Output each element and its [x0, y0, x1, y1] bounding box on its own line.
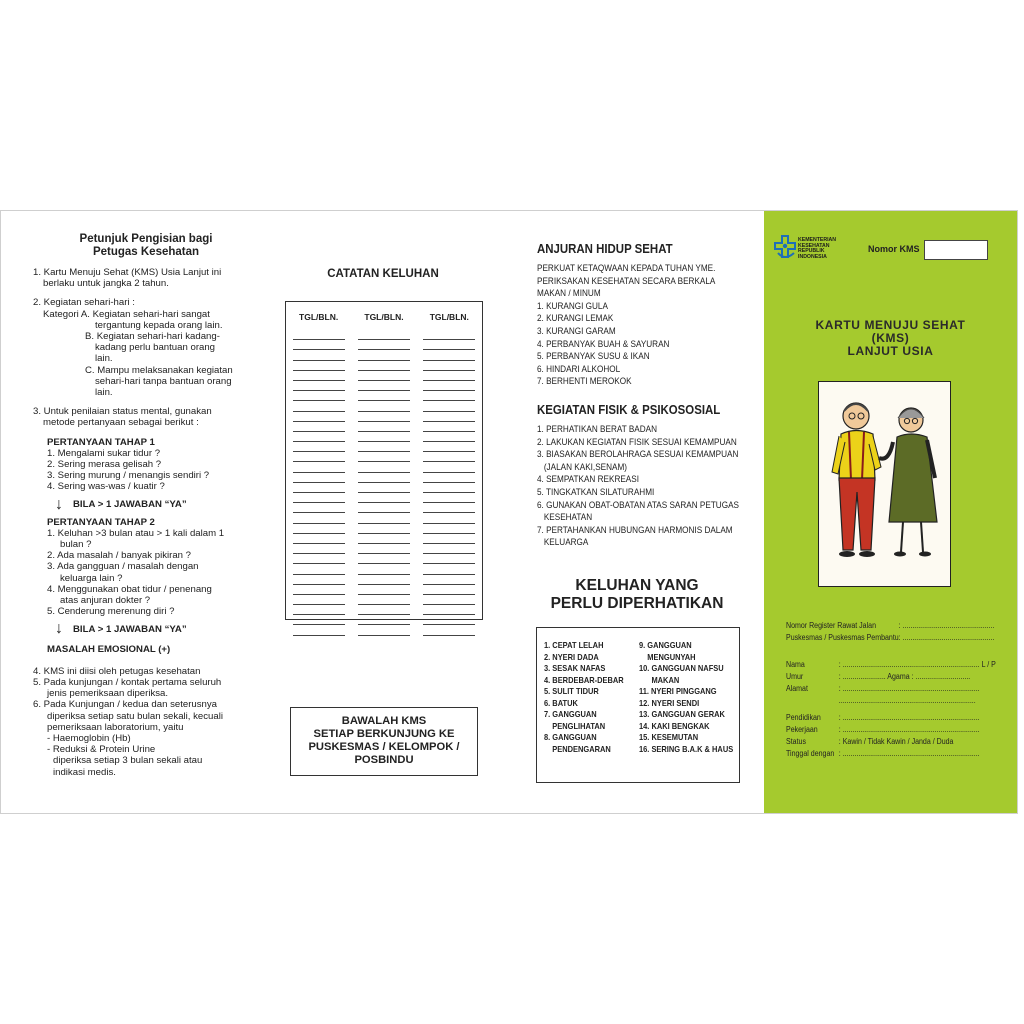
tgl-write-line[interactable]: [423, 615, 475, 625]
tgl-write-line[interactable]: [293, 534, 345, 544]
petunjuk-panel: [27, 233, 257, 778]
list-item: 5. SULIT TIDUR: [544, 686, 599, 696]
catatan-keluhan-title: CATATAN KELUHAN: [327, 268, 439, 280]
list-item: 2. KURANGI LEMAK: [537, 313, 614, 324]
tgl-write-line[interactable]: [423, 585, 475, 595]
tgl-write-line[interactable]: [293, 371, 345, 381]
tgl-column-1: TGL/BLN.: [293, 312, 345, 636]
tgl-write-line[interactable]: [358, 585, 410, 595]
tgl-write-line[interactable]: [423, 391, 475, 401]
list-item: MAKAN: [639, 674, 680, 685]
tgl-write-line[interactable]: [293, 615, 345, 625]
tgl-write-line[interactable]: [423, 462, 475, 472]
tgl-write-line[interactable]: [423, 412, 475, 422]
tgl-write-line[interactable]: [423, 513, 475, 523]
tgl-write-line[interactable]: [358, 422, 410, 432]
list-item: 15. KESEMUTAN: [639, 732, 699, 742]
tgl-write-line[interactable]: [423, 564, 475, 574]
nomor-kms-field[interactable]: [924, 240, 988, 260]
tgl-write-line[interactable]: [358, 544, 410, 554]
tgl-write-line[interactable]: [293, 422, 345, 432]
tgl-write-line[interactable]: [423, 401, 475, 411]
tgl-write-line[interactable]: [358, 473, 410, 483]
tgl-write-line[interactable]: [358, 605, 410, 615]
tgl-write-line[interactable]: [293, 513, 345, 523]
tgl-write-line[interactable]: [293, 350, 345, 360]
tgl-write-line[interactable]: [293, 401, 345, 411]
tgl-write-line[interactable]: [423, 473, 475, 483]
tgl-write-line[interactable]: [423, 554, 475, 564]
tgl-write-line[interactable]: [358, 513, 410, 523]
petunjuk-title: Petunjuk Pengisian bagi Petugas Kesehatan: [79, 233, 213, 258]
list-item: PENGLIHATAN: [544, 720, 606, 731]
list-item: KESEHATAN: [537, 512, 593, 523]
petunjuk-item-3: 3. Untuk penilaian status mental, gunakan metode pertanyaan sebagai berikut :: [33, 406, 212, 429]
kemenkes-logo-icon: [774, 233, 798, 263]
list-item: 1. CEPAT LELAH: [544, 640, 604, 650]
tgl-write-line[interactable]: [293, 544, 345, 554]
form-row-status: Status : Kawin / Tidak Kawin / Janda / Duda: [786, 737, 954, 746]
form-row-nama: Nama : ...................................................................... L / P: [786, 660, 996, 669]
tgl-write-line[interactable]: [293, 391, 345, 401]
cover-panel: [764, 211, 1017, 813]
tgl-write-line[interactable]: [358, 534, 410, 544]
tgl-write-line[interactable]: [423, 340, 475, 350]
petunjuk-item-2: 2. Kegiatan sehari-hari : Kategori A. Kegiatan sehari-hari sangat tergantung kepada orang lain. B. Kegiatan sehari-hari kadang- kadang perlu bantuan orang lain. C. Mampu melaksanakan kegiatan sehari-hari tanpa bantuan orang lain.: [33, 297, 233, 399]
tgl-write-line[interactable]: [358, 371, 410, 381]
list-item: 2. NYERI DADA: [544, 651, 599, 662]
kms-title: KARTU MENUJU SEHAT (KMS) LANJUT USIA: [815, 318, 966, 358]
tgl-write-line[interactable]: [358, 503, 410, 513]
tgl-write-line[interactable]: [423, 483, 475, 493]
tgl-write-line[interactable]: [423, 524, 475, 534]
tgl-write-line[interactable]: [358, 401, 410, 411]
logo-text: KEMENTERIAN KESEHATAN REPUBLIK INDONESIA: [798, 237, 837, 260]
elderly-couple-illustration: [818, 381, 951, 587]
tgl-write-line[interactable]: [293, 493, 345, 503]
tgl-write-line[interactable]: [423, 350, 475, 360]
keluhan-title: KELUHAN YANG PERLU DIPERHATIKAN: [550, 577, 724, 612]
tgl-write-line[interactable]: [358, 452, 410, 462]
keluhan-box: [536, 627, 740, 783]
anjuran-title: ANJURAN HIDUP SEHAT: [537, 241, 673, 256]
list-item: 1. PERHATIKAN BERAT BADAN: [537, 423, 658, 434]
brochure-sheet: [0, 210, 1018, 814]
tgl-write-line[interactable]: [293, 483, 345, 493]
tgl-write-line[interactable]: [293, 432, 345, 442]
list-item: 6. BATUK: [544, 697, 578, 708]
list-item: 10. GANGGUAN NAFSU: [639, 663, 724, 673]
arrow-down-icon: ↓: [55, 620, 63, 638]
tgl-write-line[interactable]: [358, 462, 410, 472]
list-item: PERIKSAKAN KESEHATAN SECARA BERKALA: [537, 275, 716, 286]
tgl-write-line[interactable]: [358, 554, 410, 564]
list-item: PERKUAT KETAQWAAN KEPADA TUHAN YME.: [537, 263, 716, 273]
catatan-keluhan-table: [285, 301, 483, 620]
form-row-pekerjaan: Pekerjaan : ......................................................................: [786, 725, 980, 734]
tahap1-list: 1. Mengalami sukar tidur ? 2. Sering merasa gelisah ? 3. Sering murung / menangis sendiri ? 4. Sering was-was / kuatir ?: [47, 447, 210, 493]
tahap2-heading: PERTANYAAN TAHAP 2: [47, 516, 155, 528]
list-item: 5. TINGKATKAN SILATURAHMI: [537, 486, 655, 497]
fisik-list: [537, 423, 740, 549]
tgl-write-line[interactable]: [358, 575, 410, 585]
form-row-alamat: Alamat : ......................................................................: [786, 684, 980, 693]
list-item: 3. BIASAKAN BEROLAHRAGA SESUAI KEMAMPUAN: [537, 449, 739, 460]
tgl-write-line[interactable]: [293, 381, 345, 391]
tgl-write-line[interactable]: [423, 534, 475, 544]
tgl-write-line[interactable]: [293, 361, 345, 371]
list-item: KELUARGA: [537, 537, 589, 548]
tgl-write-line[interactable]: [293, 340, 345, 350]
list-item: 1. KURANGI GULA: [537, 300, 608, 311]
list-item: 9. GANGGUAN: [639, 640, 692, 650]
tgl-write-line[interactable]: [423, 432, 475, 442]
list-item: 7. PERTAHANKAN HUBUNGAN HARMONIS DALAM: [537, 524, 733, 535]
list-item: 4. BERDEBAR-DEBAR: [544, 674, 624, 685]
tgl-write-line[interactable]: [293, 412, 345, 422]
tgl-write-line[interactable]: [358, 524, 410, 534]
list-item: 6. HINDARI ALKOHOL: [537, 363, 621, 374]
list-item: 5. PERBANYAK SUSU & IKAN: [537, 351, 650, 362]
list-item: 7. BERHENTI MEROKOK: [537, 376, 632, 387]
tgl-write-line[interactable]: [358, 391, 410, 401]
tgl-write-line[interactable]: [293, 585, 345, 595]
tgl-write-line[interactable]: [358, 381, 410, 391]
tgl-write-line[interactable]: [293, 462, 345, 472]
tgl-write-line[interactable]: [358, 564, 410, 574]
keluhan-list-b: [639, 640, 734, 755]
list-item: 14. KAKI BENGKAK: [639, 720, 710, 731]
form-row-tinggal: Tinggal dengan : ......................................................................: [786, 749, 980, 758]
tgl-lines-3: [423, 330, 475, 636]
tgl-write-line[interactable]: [293, 605, 345, 615]
tgl-write-line[interactable]: [423, 361, 475, 371]
elderly-couple-image: [819, 382, 950, 586]
tgl-lines-2: [358, 330, 410, 636]
tgl-lines-1: [293, 330, 345, 636]
tgl-write-line[interactable]: [358, 483, 410, 493]
form-row-register: Nomor Register Rawat Jalan : ...............................................: [786, 621, 995, 630]
tgl-write-line[interactable]: [293, 524, 345, 534]
tgl-column-2: TGL/BLN.: [358, 312, 410, 636]
fisik-title: KEGIATAN FISIK & PSIKOSOSIAL: [537, 401, 721, 417]
tgl-write-line[interactable]: [293, 452, 345, 462]
tgl-write-line[interactable]: [358, 412, 410, 422]
tgl-write-line[interactable]: [358, 350, 410, 360]
tgl-write-line[interactable]: [358, 330, 410, 340]
tgl-write-line[interactable]: [358, 493, 410, 503]
anjuran-panel: [537, 241, 751, 549]
tgl-write-line[interactable]: [293, 473, 345, 483]
list-item: 16. SERING B.A.K & HAUS: [639, 743, 734, 754]
tgl-write-line[interactable]: [423, 625, 475, 635]
anjuran-list: [537, 262, 725, 388]
list-item: 2. LAKUKAN KEGIATAN FISIK SESUAI KEMAMPUAN: [537, 436, 737, 447]
tgl-write-line[interactable]: [423, 493, 475, 503]
tgl-write-line[interactable]: [293, 595, 345, 605]
tgl-write-line[interactable]: [423, 605, 475, 615]
list-item: 3. SESAK NAFAS: [544, 663, 606, 673]
tgl-write-line[interactable]: [293, 442, 345, 452]
tgl-write-line[interactable]: [423, 330, 475, 340]
form-row-umur: Umur : ...................... Agama : ............................: [786, 672, 971, 681]
tgl-write-line[interactable]: [358, 625, 410, 635]
form-row-alamat-2: ......................................................................: [838, 696, 976, 705]
tgl-write-line[interactable]: [293, 575, 345, 585]
bila-1-row: ↓ BILA > 1 JAWABAN “YA”: [55, 495, 187, 513]
list-item: (JALAN KAKI,SENAM): [537, 461, 628, 472]
tgl-write-line[interactable]: [358, 595, 410, 605]
tgl-write-line[interactable]: [423, 503, 475, 513]
list-item: 6. GUNAKAN OBAT-OBATAN ATAS SARAN PETUGAS: [537, 499, 740, 510]
tahap1-heading: PERTANYAAN TAHAP 1: [47, 436, 155, 448]
list-item: 7. GANGGUAN: [544, 709, 597, 719]
tgl-write-line[interactable]: [293, 564, 345, 574]
petunjuk-item-1: 1. Kartu Menuju Sehat (KMS) Usia Lanjut ini berlaku untuk jangka 2 tahun.: [33, 267, 222, 290]
tgl-write-line[interactable]: [423, 371, 475, 381]
tgl-write-line[interactable]: [423, 452, 475, 462]
tgl-write-line[interactable]: [293, 554, 345, 564]
tgl-write-line[interactable]: [293, 503, 345, 513]
tgl-write-line[interactable]: [358, 340, 410, 350]
bawalah-kms-box: BAWALAH KMS SETIAP BERKUNJUNG KE PUSKESMAS / KELOMPOK / POSBINDU: [290, 707, 478, 776]
tgl-write-line[interactable]: [423, 575, 475, 585]
list-item: 3. KURANGI GARAM: [537, 325, 616, 336]
tgl-write-line[interactable]: [423, 381, 475, 391]
tgl-write-line[interactable]: [358, 361, 410, 371]
masalah-emosional: MASALAH EMOSIONAL (+): [47, 644, 171, 656]
list-item: PENDENGARAN: [544, 743, 611, 754]
form-row-puskesmas: Puskesmas / Puskesmas Pembantu : ...............................................: [786, 633, 995, 642]
tahap2-list: 1. Keluhan >3 bulan atau > 1 kali dalam 1 bulan ? 2. Ada masalah / banyak pikiran ? 3. Ada gangguan / masalah dengan keluarga lain ? 4. Menggunakan obat tidur / penenang atas anjuran dokter ? 5. Cenderung merenung diri ?: [47, 527, 225, 618]
list-item: 4. PERBANYAK BUAH & SAYURAN: [537, 338, 670, 349]
form-row-pendidikan: Pendidikan : ......................................................................: [786, 713, 980, 722]
tgl-write-line[interactable]: [423, 422, 475, 432]
bila-2-row: ↓ BILA > 1 JAWABAN “YA”: [55, 620, 187, 638]
petunjuk-items-4-6: 4. KMS ini diisi oleh petugas kesehatan 5. Pada kunjungan / kontak pertama seluruh jenis pemeriksaan diperiksa. 6. Pada Kunjungan / kedua dan seterusnya diperiksa setiap satu bulan sekali, kecuali pemeriksaan laboratorium, yaitu - Haemoglobin (Hb) - Reduksi & Protein Urine diperiksa setiap 3 bulan sekali atau indikasi medis.: [33, 665, 223, 778]
list-item: 4. SEMPATKAN REKREASI: [537, 474, 639, 485]
identity-form: [786, 620, 996, 760]
tgl-write-line[interactable]: [423, 442, 475, 452]
tgl-column-3: TGL/BLN.: [423, 312, 475, 636]
list-item: 12. NYERI SENDI: [639, 697, 700, 708]
list-item: 11. NYERI PINGGANG: [639, 686, 717, 696]
kemenkes-logo: [774, 233, 844, 269]
arrow-down-icon: ↓: [55, 495, 63, 513]
tgl-write-line[interactable]: [358, 442, 410, 452]
list-item: MENGUNYAH: [639, 651, 696, 662]
tgl-write-line[interactable]: [293, 330, 345, 340]
list-item: 8. GANGGUAN: [544, 732, 597, 742]
nomor-kms-label: Nomor KMS: [868, 244, 920, 254]
list-item: 13. GANGGUAN GERAK: [639, 709, 725, 719]
keluhan-list-a: [544, 640, 630, 755]
tgl-write-line[interactable]: [358, 615, 410, 625]
list-item: MAKAN / MINUM: [537, 288, 601, 299]
tgl-write-line[interactable]: [358, 432, 410, 442]
tgl-write-line[interactable]: [423, 544, 475, 554]
tgl-write-line[interactable]: [423, 595, 475, 605]
tgl-write-line[interactable]: [293, 625, 345, 635]
